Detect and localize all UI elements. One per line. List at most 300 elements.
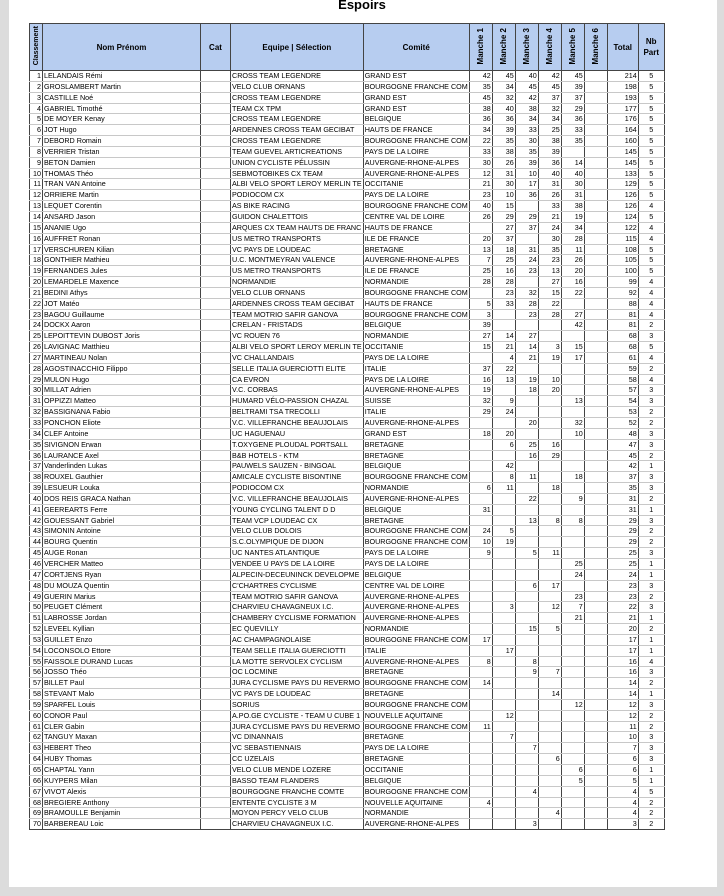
cell-manche-4: 27 [538,277,561,288]
cell-manche-6 [584,645,607,656]
table-row[interactable] [30,298,665,309]
cell-manche-2 [492,656,515,667]
cell-manche-3: 6 [515,580,538,591]
cell-team: CHARVIEU CHAVAGNEUX I.C. [231,819,364,830]
cell-manche-3: 23 [515,309,538,320]
header-manche-5[interactable]: Manche 5 [561,24,584,71]
cell-name: CONOR Paul [43,710,201,721]
table-row[interactable] [30,493,665,504]
cell-name: MILLAT Adrien [43,385,201,396]
cell-cat [201,114,231,125]
cell-rank: 13 [30,201,43,212]
cell-manche-6 [584,201,607,212]
cell-committee: ITALIE [363,645,469,656]
cell-manche-6 [584,374,607,385]
cell-manche-5 [561,754,584,765]
table-row[interactable] [30,558,665,569]
cell-team: UC HAGUENAU [231,428,364,439]
header-name[interactable]: Nom Prénom [43,24,201,71]
cell-manche-3: 21 [515,352,538,363]
cell-manche-3: 31 [515,244,538,255]
cell-nb-part: 3 [638,548,664,559]
cell-name: LOCONSOLO Ettore [43,645,201,656]
cell-manche-1: 8 [469,656,492,667]
cell-cat [201,179,231,190]
cell-manche-4: 34 [538,114,561,125]
cell-team: ARDENNES CROSS TEAM GECIBAT [231,298,364,309]
cell-name: BILLET Paul [43,678,201,689]
cell-rank: 63 [30,743,43,754]
table-row[interactable] [30,396,665,407]
cell-manche-4: 18 [538,483,561,494]
cell-total: 52 [607,418,638,429]
table-row[interactable] [30,634,665,645]
cell-total: 31 [607,493,638,504]
cell-team: UC NANTES ATLANTIQUE [231,548,364,559]
cell-nb-part: 1 [638,645,664,656]
cell-manche-6 [584,765,607,776]
cell-total: 6 [607,754,638,765]
cell-manche-6 [584,689,607,700]
cell-manche-3 [515,645,538,656]
cell-manche-1: 22 [469,136,492,147]
table-row[interactable] [30,439,665,450]
cell-rank: 47 [30,569,43,580]
cell-committee: PAYS DE LA LOIRE [363,743,469,754]
cell-committee: BRETAGNE [363,689,469,700]
cell-manche-3 [515,277,538,288]
cell-manche-6 [584,819,607,830]
table-row[interactable] [30,255,665,266]
cell-manche-5: 27 [561,309,584,320]
cell-committee: PAYS DE LA LOIRE [363,548,469,559]
cell-nb-part: 4 [638,287,664,298]
cell-manche-1 [469,439,492,450]
cell-team: VC DINANNAIS [231,732,364,743]
cell-manche-3: 14 [515,342,538,353]
cell-team: HUMARD VÉLO-PASSION CHAZAL [231,396,364,407]
header-manche-6[interactable]: Manche 6 [584,24,607,71]
table-row[interactable] [30,266,665,277]
table-row[interactable] [30,450,665,461]
cell-manche-2: 45 [492,71,515,82]
table-row[interactable] [30,168,665,179]
cell-manche-3: 16 [515,450,538,461]
cell-manche-3 [515,201,538,212]
cell-name: MULON Hugo [43,374,201,385]
table-row[interactable] [30,81,665,92]
cell-nb-part: 4 [638,309,664,320]
cell-team: PODIOCOM CX [231,190,364,201]
cell-manche-4 [538,461,561,472]
table-row[interactable] [30,136,665,147]
cell-rank: 56 [30,667,43,678]
cell-manche-3: 25 [515,439,538,450]
table-row[interactable] [30,363,665,374]
cell-name: DOS REIS GRACA Nathan [43,493,201,504]
table-row[interactable] [30,461,665,472]
cell-rank: 33 [30,418,43,429]
cell-committee: GRAND EST [363,71,469,82]
cell-manche-6 [584,580,607,591]
cell-cat [201,363,231,374]
table-row[interactable] [30,515,665,526]
cell-manche-1 [469,569,492,580]
table-row[interactable] [30,92,665,103]
header-manche-4[interactable]: Manche 4 [538,24,561,71]
cell-name: LEVEEL Kyllian [43,624,201,635]
table-row[interactable] [30,190,665,201]
cell-cat [201,439,231,450]
cell-committee: ILE DE FRANCE [363,233,469,244]
cell-manche-3: 45 [515,81,538,92]
cell-manche-4: 7 [538,667,561,678]
cell-manche-6 [584,558,607,569]
cell-committee: SUISSE [363,396,469,407]
header-rank[interactable]: Classement [30,24,43,71]
table-row[interactable] [30,352,665,363]
header-nb-part[interactable]: Nb Part [638,24,664,71]
cell-manche-5: 8 [561,515,584,526]
cell-name: LEPOITTEVIN DUBOST Joris [43,331,201,342]
cell-cat [201,721,231,732]
cell-name: JOT Hugo [43,125,201,136]
cell-nb-part: 4 [638,656,664,667]
table-row[interactable] [30,699,665,710]
cell-manche-1 [469,624,492,635]
cell-total: 25 [607,548,638,559]
cell-manche-1: 19 [469,385,492,396]
table-row[interactable] [30,320,665,331]
table-row[interactable] [30,602,665,613]
table-row[interactable] [30,277,665,288]
cell-manche-4 [538,591,561,602]
cell-manche-1: 16 [469,374,492,385]
table-row[interactable] [30,580,665,591]
cell-manche-4: 45 [538,81,561,92]
cell-manche-4 [538,797,561,808]
table-row[interactable] [30,775,665,786]
cell-manche-3: 24 [515,255,538,266]
table-row[interactable] [30,808,665,819]
cell-manche-6 [584,255,607,266]
cell-total: 108 [607,244,638,255]
cell-manche-6 [584,352,607,363]
table-row[interactable] [30,287,665,298]
table-row[interactable] [30,103,665,114]
cell-manche-1: 10 [469,537,492,548]
table-row[interactable] [30,201,665,212]
table-row[interactable] [30,428,665,439]
cell-total: 17 [607,634,638,645]
cell-manche-3: 10 [515,168,538,179]
cell-team: TEAM CX TPM [231,103,364,114]
cell-nb-part: 3 [638,754,664,765]
cell-manche-3: 22 [515,493,538,504]
cell-cat [201,71,231,82]
cell-team: CROSS TEAM LEGENDRE [231,92,364,103]
table-row[interactable] [30,407,665,418]
table-row[interactable] [30,819,665,830]
cell-total: 126 [607,190,638,201]
cell-rank: 17 [30,244,43,255]
cell-team: T.OXYGENE PLOUDAL PORTSALL [231,439,364,450]
table-row[interactable] [30,504,665,515]
cell-manche-5: 6 [561,765,584,776]
table-row[interactable] [30,797,665,808]
cell-nb-part: 3 [638,472,664,483]
cell-manche-3 [515,504,538,515]
table-row[interactable] [30,526,665,537]
cell-team: CROSS TEAM LEGENDRE [231,136,364,147]
cell-team: AS BIKE RACING [231,201,364,212]
cell-rank: 45 [30,548,43,559]
cell-rank: 42 [30,515,43,526]
cell-team: SEBMOTOBIKES CX TEAM [231,168,364,179]
table-row[interactable] [30,732,665,743]
cell-manche-1 [469,819,492,830]
cell-manche-5: 21 [561,613,584,624]
cell-rank: 40 [30,493,43,504]
table-row[interactable] [30,418,665,429]
table-row[interactable] [30,342,665,353]
cell-committee: BRETAGNE [363,515,469,526]
cell-rank: 12 [30,190,43,201]
cell-total: 193 [607,92,638,103]
cell-manche-3: 42 [515,92,538,103]
cell-total: 11 [607,721,638,732]
cell-name: JOSSO Théo [43,667,201,678]
cell-rank: 67 [30,786,43,797]
table-row[interactable] [30,125,665,136]
cell-nb-part: 5 [638,244,664,255]
cell-manche-3: 40 [515,71,538,82]
cell-committee: AUVERGNE-RHONE-ALPES [363,591,469,602]
table-row[interactable] [30,114,665,125]
cell-manche-3: 29 [515,211,538,222]
cell-total: 126 [607,201,638,212]
cell-manche-5: 42 [561,320,584,331]
cell-name: AUGE Ronan [43,548,201,559]
cell-manche-4 [538,678,561,689]
cell-manche-3: 32 [515,287,538,298]
table-row[interactable] [30,765,665,776]
cell-manche-1: 21 [469,179,492,190]
table-row[interactable] [30,678,665,689]
header-committee[interactable]: Comité [363,24,469,71]
table-row[interactable] [30,689,665,700]
cell-manche-5 [561,504,584,515]
header-manche-1[interactable]: Manche 1 [469,24,492,71]
table-row[interactable] [30,222,665,233]
cell-manche-4: 8 [538,515,561,526]
table-row[interactable] [30,233,665,244]
cell-manche-3: 20 [515,418,538,429]
cell-manche-2: 22 [492,363,515,374]
cell-nb-part: 5 [638,92,664,103]
cell-manche-5 [561,363,584,374]
table-row[interactable] [30,548,665,559]
cell-manche-6 [584,385,607,396]
cell-manche-4: 15 [538,287,561,298]
cell-team: ENTENTE CYCLISTE 3 M [231,797,364,808]
cell-total: 14 [607,689,638,700]
cell-committee: BRETAGNE [363,450,469,461]
cell-manche-5 [561,537,584,548]
cell-committee: BOURGOGNE FRANCHE COM [364,526,468,536]
cell-team: U.C. MONTMEYRAN VALENCE [231,255,364,266]
cell-team: C'CHARTRES CYCLISME [231,580,364,591]
cell-committee: BELGIQUE [363,320,469,331]
cell-committee: BOURGOGNE FRANCHE COM [364,81,468,91]
table-row[interactable] [30,754,665,765]
cell-manche-4: 30 [538,233,561,244]
table-row[interactable] [30,472,665,483]
table-row[interactable] [30,179,665,190]
cell-committee: BRETAGNE [363,754,469,765]
cell-name: TANGUY Maxan [43,732,201,743]
cell-cat [201,266,231,277]
cell-manche-2: 16 [492,266,515,277]
cell-nb-part: 2 [638,363,664,374]
table-row[interactable] [30,483,665,494]
table-row[interactable] [30,537,665,548]
cell-manche-6 [584,331,607,342]
cell-manche-5 [561,146,584,157]
cell-nb-part: 5 [638,179,664,190]
cell-cat [201,558,231,569]
cell-manche-6 [584,277,607,288]
cell-cat [201,81,231,92]
cell-cat [201,754,231,765]
cell-total: 23 [607,591,638,602]
cell-manche-4 [538,786,561,797]
header-total[interactable]: Total [607,24,638,71]
cell-manche-2: 42 [492,461,515,472]
cell-name: VERCHER Matteo [43,558,201,569]
table-row[interactable] [30,624,665,635]
table-row[interactable] [30,613,665,624]
table-row[interactable] [30,309,665,320]
table-row[interactable] [30,786,665,797]
cell-manche-4 [538,407,561,418]
cell-name: DU MOUZA Quentin [43,580,201,591]
cell-name: HEBERT Theo [43,743,201,754]
table-row[interactable] [30,591,665,602]
cell-manche-3: 19 [515,374,538,385]
cell-manche-3 [515,797,538,808]
header-manche-3[interactable]: Manche 3 [515,24,538,71]
cell-team: CHARVIEU CHAVAGNEUX I.C. [231,602,364,613]
cell-committee: GRAND EST [363,428,469,439]
cell-manche-1 [469,645,492,656]
cell-team: ALBI VELO SPORT LEROY MERLIN TE [232,179,362,189]
header-team[interactable]: Equipe | Sélection [231,24,364,71]
cell-cat [201,255,231,266]
cell-cat [201,407,231,418]
cell-name: LEQUET Corentin [43,201,201,212]
table-row[interactable] [30,211,665,222]
table-row[interactable] [30,667,665,678]
cell-rank: 18 [30,255,43,266]
cell-manche-5 [561,689,584,700]
cell-cat [201,92,231,103]
header-cat[interactable]: Cat [201,24,231,71]
cell-name: PEUGET Clément [43,602,201,613]
table-row[interactable] [30,157,665,168]
cell-manche-4 [538,418,561,429]
cell-manche-6 [584,602,607,613]
cell-committee: BOURGOGNE FRANCHE COM [364,786,468,796]
cell-manche-4: 29 [538,450,561,461]
cell-manche-5 [561,656,584,667]
cell-team: VC PAYS DE LOUDEAC [231,689,364,700]
cell-manche-6 [584,461,607,472]
cell-team: VENDEE U PAYS DE LA LOIRE [231,558,364,569]
cell-manche-2 [492,591,515,602]
table-row[interactable] [30,710,665,721]
cell-total: 29 [607,537,638,548]
cell-committee: NORMANDIE [363,624,469,635]
header-manche-2[interactable]: Manche 2 [492,24,515,71]
cell-manche-2 [492,721,515,732]
cell-team: OC LOCMINE [231,667,364,678]
table-row[interactable] [30,569,665,580]
cell-manche-4: 31 [538,179,561,190]
cell-total: 21 [607,613,638,624]
cell-manche-5: 12 [561,699,584,710]
table-row[interactable] [30,71,665,82]
cell-cat [201,385,231,396]
cell-nb-part: 1 [638,775,664,786]
table-row[interactable] [30,645,665,656]
cell-manche-4: 11 [538,548,561,559]
cell-team: V.C. VILLEFRANCHE BEAUJOLAIS [231,418,364,429]
cell-cat [201,277,231,288]
table-row[interactable] [30,656,665,667]
table-row[interactable] [30,721,665,732]
cell-nb-part: 3 [638,396,664,407]
cell-nb-part: 3 [638,580,664,591]
cell-manche-3 [515,537,538,548]
cell-manche-1: 24 [469,526,492,537]
cell-manche-3 [515,710,538,721]
table-row[interactable] [30,331,665,342]
cell-total: 58 [607,374,638,385]
cell-rank: 43 [30,526,43,537]
table-row[interactable] [30,385,665,396]
table-row[interactable] [30,374,665,385]
cell-name: GUILLET Enzo [43,634,201,645]
cell-nb-part: 2 [638,450,664,461]
cell-manche-1: 6 [469,483,492,494]
cell-nb-part: 3 [638,331,664,342]
table-row[interactable] [30,146,665,157]
cell-rank: 69 [30,808,43,819]
cell-manche-3 [515,721,538,732]
cell-manche-3: 23 [515,266,538,277]
cell-manche-6 [584,396,607,407]
cell-manche-2 [492,689,515,700]
cell-manche-4: 28 [538,309,561,320]
cell-manche-6 [584,504,607,515]
table-row[interactable] [30,743,665,754]
cell-rank: 59 [30,699,43,710]
cell-total: 7 [607,743,638,754]
cell-manche-2 [492,569,515,580]
cell-cat [201,797,231,808]
table-row[interactable] [30,244,665,255]
